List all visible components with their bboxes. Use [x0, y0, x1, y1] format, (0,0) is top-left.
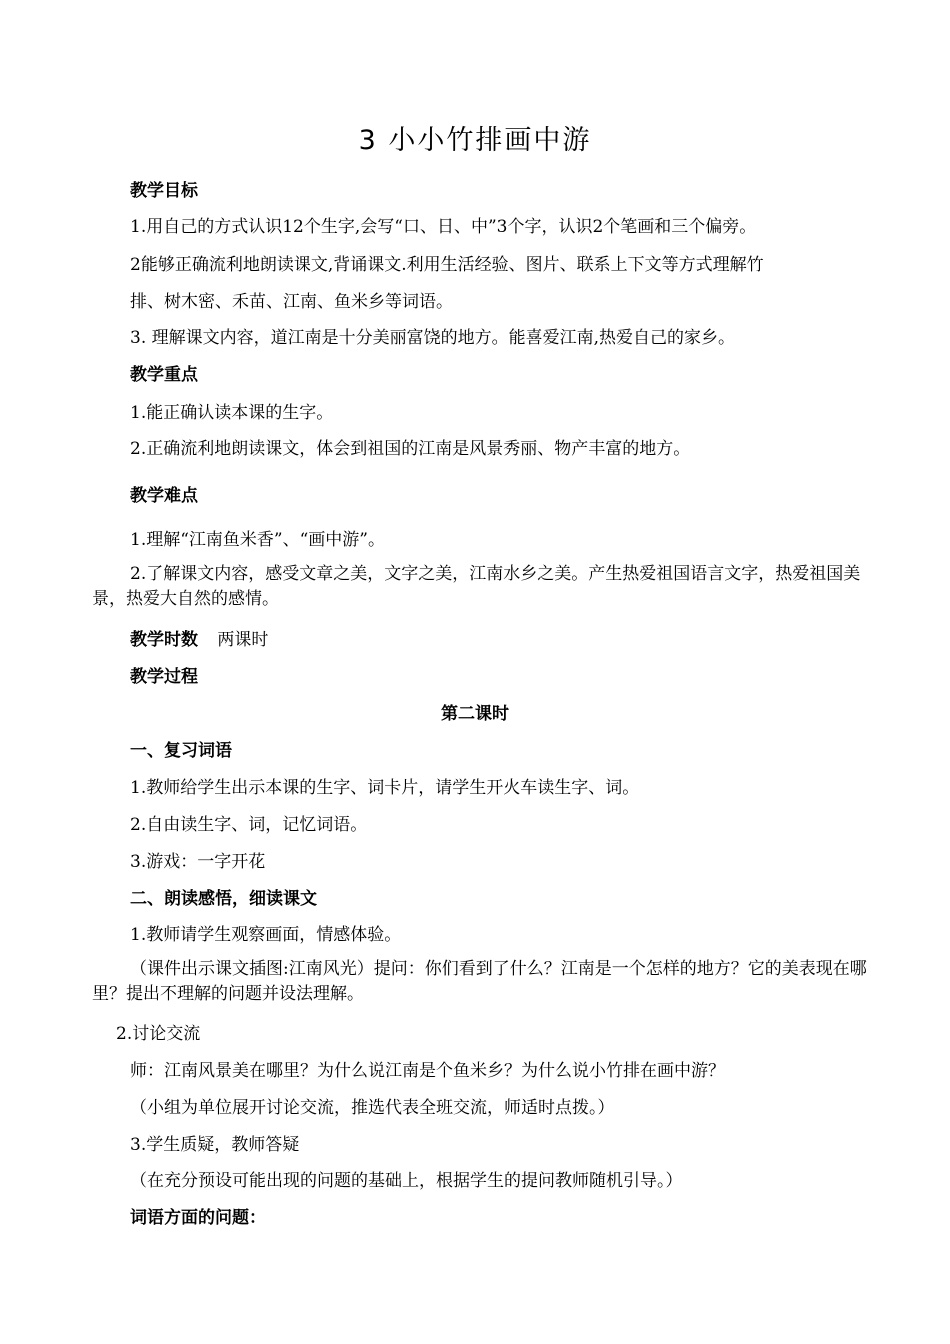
- goal-2-line-1: 2能够正确流利地朗读课文,背诵课文.利用生活经验、图片、联系上下文等方式理解竹: [130, 255, 764, 275]
- goals-heading: 教学目标: [130, 181, 198, 201]
- part2-item-1: 1.教师请学生观察画面，情感体验。: [130, 925, 402, 945]
- goal-1: 1.用自己的方式认识12个生字,会写“口、日、中”3个字，认识2个笔画和三个偏旁。: [130, 217, 757, 237]
- difficulty-1: 1.理解“江南鱼米香”、“画中游”。: [130, 530, 385, 550]
- process-heading: 教学过程: [130, 667, 198, 687]
- lesson-heading: 第二课时: [441, 704, 509, 724]
- teaching-hours-value: 两课时: [217, 630, 269, 650]
- part1-item-1: 1.教师给学生出示本课的生字、词卡片，请学生开火车读生字、词。: [130, 778, 640, 798]
- part2-item-4: 师：江南风景美在哪里？为什么说江南是个鱼米乡？为什么说小竹排在画中游？: [130, 1061, 725, 1081]
- part2-item-5: （小组为单位展开讨论交流，推选代表全班交流，师适时点拨。）: [130, 1098, 615, 1118]
- part2-item-2: （课件出示课文插图:江南风光）提问：你们看到了什么？江南是一个怎样的地方？它的美表现在哪里？提出不理解的问题并设法理解。: [92, 959, 867, 1004]
- teaching-hours: [130, 625, 268, 650]
- key-point-2: 2.正确流利地朗读课文，体会到祖国的江南是风景秀丽、物产丰富的地方。: [130, 439, 691, 459]
- teaching-hours-label: 教学时数: [130, 630, 198, 650]
- part2-item-8: 词语方面的问题：: [130, 1208, 266, 1228]
- part1-heading: 一、复习词语: [130, 741, 232, 761]
- part1-item-3: 3.游戏：一字开花: [130, 852, 266, 872]
- page-title: 3 小小竹排画中游: [358, 125, 592, 156]
- goal-2-line-2: 排、树木密、禾苗、江南、鱼米乡等词语。: [130, 292, 453, 312]
- part1-item-2: 2.自由读生字、词，记忆词语。: [130, 815, 368, 835]
- part2-heading: 二、朗读感悟，细读课文: [130, 889, 317, 909]
- key-points-heading: 教学重点: [130, 365, 198, 385]
- difficulty-heading: 教学难点: [130, 486, 198, 506]
- key-point-1: 1.能正确认读本课的生字。: [130, 403, 334, 423]
- goal-3: 3. 理解课文内容，道江南是十分美丽富饶的地方。能喜爱江南,热爱自己的家乡。: [130, 328, 736, 348]
- part2-item-3: 2.讨论交流: [116, 1024, 201, 1044]
- part2-item-7: （在充分预设可能出现的问题的基础上，根据学生的提问教师随机引导。）: [130, 1171, 683, 1191]
- part2-item-6: 3.学生质疑，教师答疑: [130, 1135, 300, 1155]
- difficulty-2: 2.了解课文内容，感受文章之美，文字之美，江南水乡之美。产生热爱祖国语言文字，热爱祖国美景，热爱大自然的感情。: [92, 564, 861, 609]
